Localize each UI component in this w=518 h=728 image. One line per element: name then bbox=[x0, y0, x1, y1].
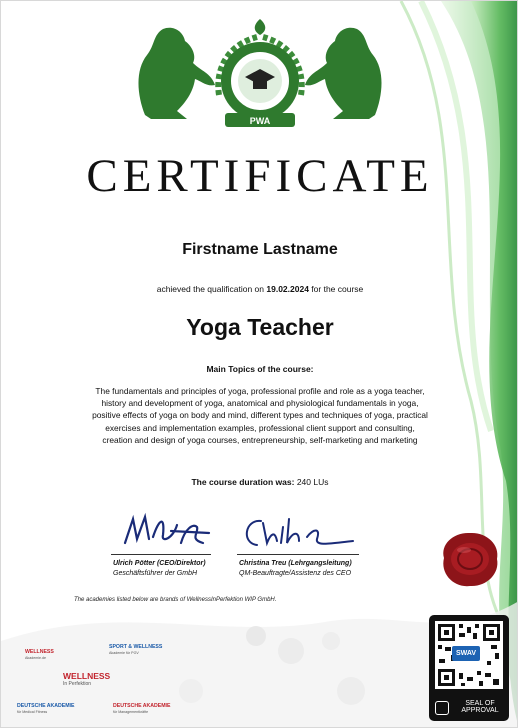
signature-2-image bbox=[237, 513, 357, 553]
signature-2-role: QM-Beauftragte/Assistenz des CEO bbox=[239, 570, 352, 577]
achieved-suffix: for the course bbox=[311, 284, 364, 294]
wellness-perfektion-sub: In Perfektion bbox=[63, 681, 92, 687]
signature-1-role: Geschäftsführer der GmbH bbox=[113, 570, 198, 577]
topics-text: The fundamentals and principles of yoga, professional profile and role as a yoga teacher, history and development of yoga, anatomical and physiological fundamentals in yoga, positive effects of yoga on body and mind, different types and techniques of yoga, practical exercises and implementation examples, professional client support and consulting, creation and design of yoga courses, entrepreneurship, self-marketing and marketing bbox=[92, 386, 428, 445]
wellness-perfektion-name: WELLNESS bbox=[63, 671, 111, 681]
signature-2-line bbox=[237, 554, 359, 555]
wellness-akademie-logo bbox=[25, 649, 54, 661]
award-crest-logo bbox=[127, 15, 393, 133]
achievement-line bbox=[1, 284, 518, 294]
wellness-akademie-name: WELLNESS bbox=[25, 649, 54, 655]
deutsche-akademie-1-name: DEUTSCHE AKADEMIE bbox=[17, 703, 75, 709]
deutsche-akademie-medical-logo bbox=[17, 703, 74, 715]
approval-line-2: APPROVAL bbox=[461, 707, 499, 714]
duration-label: The course duration was: bbox=[191, 477, 295, 487]
deutsche-akademie-2-name: DEUTSCHE AKADEMIE bbox=[113, 703, 171, 709]
approval-line-1: SEAL OF bbox=[465, 700, 495, 707]
right-lion-icon bbox=[305, 28, 382, 119]
approval-text bbox=[455, 700, 505, 714]
signature-1-name: Ulrich Pötter (CEO/Direktor) bbox=[113, 560, 206, 567]
brands-note: The academies listed below are brands of WellnessInPerfektion WIP GmbH. bbox=[74, 597, 277, 603]
phone-icon bbox=[435, 701, 449, 715]
sport-wellness-sub: Akademie für PGV bbox=[109, 651, 139, 655]
wellness-akademie-sub: Akademie.de bbox=[25, 656, 46, 660]
topics-heading: Main Topics of the course: bbox=[206, 364, 314, 374]
achieved-prefix: achieved the qualification on bbox=[156, 284, 264, 294]
crest-initials: PWA bbox=[249, 116, 271, 126]
signature-1-image bbox=[119, 509, 211, 551]
deutsche-akademie-2-sub: für Managementkräfte bbox=[113, 710, 149, 714]
signature-2-name: Christina Treu (Lehrgangsleitung) bbox=[239, 560, 352, 567]
swav-badge: SWAV bbox=[452, 646, 480, 661]
wax-seal-icon bbox=[434, 528, 504, 590]
signature-1-line bbox=[111, 554, 211, 555]
achieved-date: 19.02.2024 bbox=[266, 284, 309, 294]
course-name: Yoga Teacher bbox=[186, 314, 334, 340]
sport-wellness-logo bbox=[109, 644, 162, 656]
deutsche-akademie-1-sub: für Medical Fitness bbox=[17, 710, 48, 714]
recipient-name: Firstname Lastname bbox=[182, 241, 338, 258]
certificate-title: CERTIFICATE bbox=[86, 150, 434, 202]
course-duration bbox=[1, 477, 518, 487]
seal-of-approval-qr[interactable] bbox=[429, 615, 509, 721]
left-lion-icon bbox=[139, 28, 216, 119]
wellness-perfektion-logo bbox=[63, 672, 110, 687]
deutsche-akademie-management-logo bbox=[113, 703, 170, 715]
duration-value: 240 LUs bbox=[296, 477, 329, 487]
sport-wellness-name: SPORT & WELLNESS bbox=[109, 644, 163, 650]
